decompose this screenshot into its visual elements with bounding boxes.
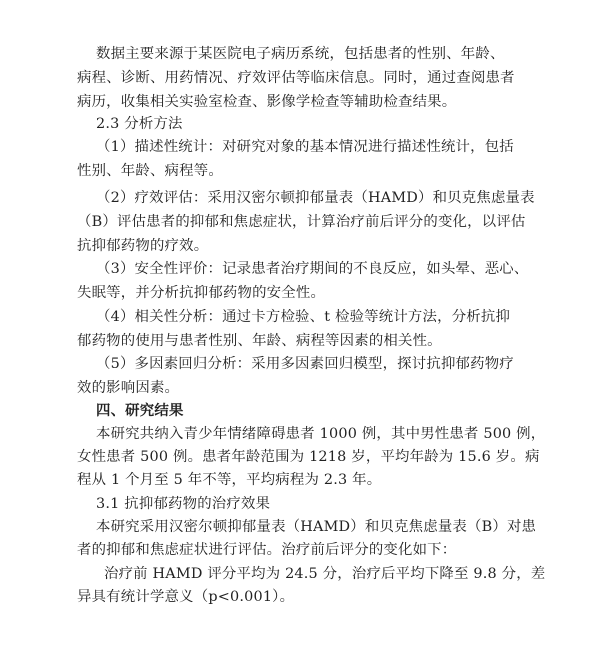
section-heading-3-1: 3.1 抗抑郁药物的治疗效果 <box>96 496 271 512</box>
source-paragraph-line-1: 数据主要来源于某医院电子病历系统，包括患者的性别、年龄、 <box>96 46 505 62</box>
section-heading-results: 四、研究结果 <box>96 402 184 419</box>
results-line-2: 女性患者 500 例。患者年龄范围为 1218 岁，平均年龄为 15.6 岁。病 <box>77 449 540 465</box>
item-5-line-1: （5）多因素回归分析：采用多因素回归模型，探讨抗抑郁药物疗 <box>96 356 514 372</box>
source-paragraph-line-3: 病历，收集相关实验室检查、影像学检查等辅助检查结果。 <box>77 94 457 110</box>
item-4-line-1: （4）相关性分析：通过卡方检验、t 检验等统计方法，分析抗抑 <box>96 309 511 325</box>
item-2-line-2: （B）评估患者的抑郁和焦虑症状，计算治疗前后评分的变化，以评估 <box>77 214 526 230</box>
results-line-3: 程从 1 个月至 5 年不等，平均病程为 2.3 年。 <box>77 472 382 488</box>
effect-line-4: 异具有统计学意义（p<0.001）。 <box>77 589 295 605</box>
item-3-line-1: （3）安全性评价：记录患者治疗期间的不良反应，如头晕、恶心、 <box>96 261 529 277</box>
item-1-line-2: 性别、年龄、病程等。 <box>77 163 223 179</box>
item-3-line-2: 失眠等，并分析抗抑郁药物的安全性。 <box>77 285 326 301</box>
item-2-line-1: （2）疗效评估：采用汉密尔顿抑郁量表（HAMD）和贝克焦虑量表 <box>96 190 535 206</box>
effect-line-1: 本研究采用汉密尔顿抑郁量表（HAMD）和贝克焦虑量表（B）对患 <box>96 519 537 535</box>
source-paragraph-line-2: 病程、诊断、用药情况、疗效评估等临床信息。同时，通过查阅患者 <box>77 70 515 86</box>
item-5-line-2: 效的影响因素。 <box>77 380 180 396</box>
item-1-line-1: （1）描述性统计：对研究对象的基本情况进行描述性统计，包括 <box>96 139 514 155</box>
effect-line-3: 治疗前 HAMD 评分平均为 24.5 分，治疗后平均下降至 9.8 分，差 <box>104 566 546 582</box>
effect-line-2: 者的抑郁和焦虑症状进行评估。治疗前后评分的变化如下： <box>77 542 457 558</box>
item-4-line-2: 郁药物的使用与患者性别、年龄、病程等因素的相关性。 <box>77 333 442 349</box>
item-2-line-3: 抗抑郁药物的疗效。 <box>77 238 209 254</box>
results-line-1: 本研究共纳入青少年情绪障碍患者 1000 例，其中男性患者 500 例， <box>96 426 546 442</box>
section-heading-2-3: 2.3 分析方法 <box>96 116 183 132</box>
